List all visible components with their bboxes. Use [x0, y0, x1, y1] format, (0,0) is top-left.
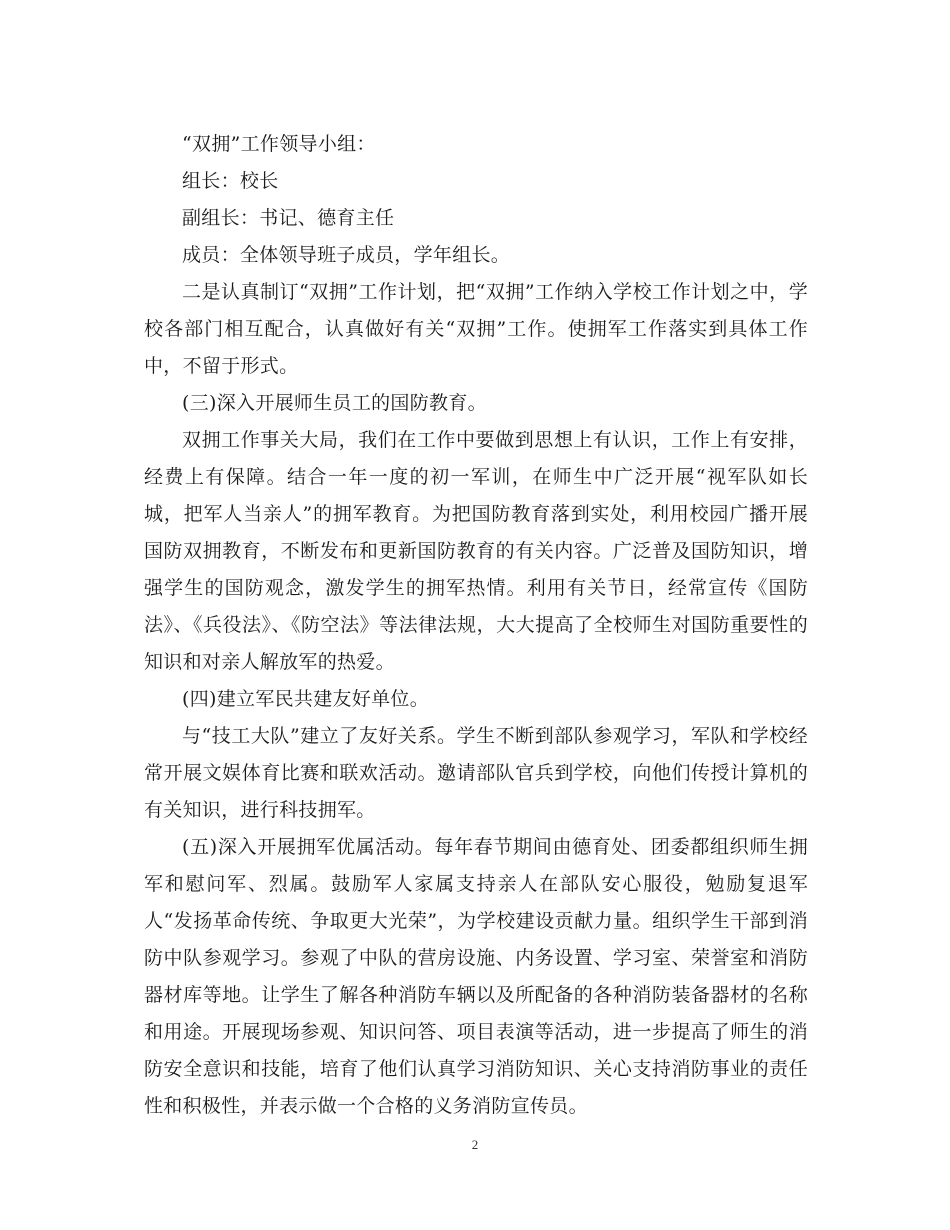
paragraph-support-military-activities: (五)深入开展拥军优属活动。每年春节期间由德育处、团委都组织师生拥军和慰问军、烈属。鼓励军人家属支持亲人在部队安心服役，勉励复退军人“发扬革命传统、争取更大光荣”，为学校建设贡献力量。组织学生干部到消防中队参观学习。参观了中队的营房设施、内务设置、学习室、荣誉室和消防器材库等地。让学生了解各种消防车辆以及所配备的各种消防装备器材的名称和用途。开展现场参观、知识问答、项目表演等活动，进一步提高了师生的消防安全意识和技能，培育了他们认真学习消防知识、关心支持消防事业的责任性和积极性，并表示做一个合格的义务消防宣传员。 [144, 836, 808, 1117]
heading-national-defense-education: (三)深入开展师生员工的国防教育。 [182, 392, 487, 414]
paragraph-leadership-group: “双拥”工作领导小组： [182, 133, 376, 155]
paragraph-deputy-leader: 副组长：书记、德育主任 [182, 207, 395, 229]
paragraph-work-plan: 二是认真制订“双拥”工作计划，把“双拥”工作纳入学校工作计划之中，学校各部门相互配合，认真做好有关“双拥”工作。使拥军工作落实到具体工作中，不留于形式。 [144, 281, 808, 377]
heading-civil-military-unit: (四)建立军民共建友好单位。 [182, 688, 430, 710]
paragraph-civil-military-unit: 与“技工大队”建立了友好关系。学生不断到部队参观学习，军队和学校经常开展文娱体育比赛和联欢活动。邀请部队官兵到学校，向他们传授计算机的有关知识，进行科技拥军。 [144, 725, 808, 821]
paragraph-members: 成员：全体领导班子成员，学年组长。 [182, 244, 511, 266]
paragraph-national-defense-education: 双拥工作事关大局，我们在工作中要做到思想上有认识，工作上有安排，经费上有保障。结合一年一度的初一军训，在师生中广泛开展“视军队如长城，把军人当亲人”的拥军教育。为把国防教育落到实处，利用校园广播开展国防双拥教育，不断发布和更新国防教育的有关内容。广泛普及国防知识，增强学生的国防观念，激发学生的拥军热情。利用有关节日，经常宣传《国防法》、《兵役法》、《防空法》等法律法规，大大提高了全校师生对国防重要性的知识和对亲人解放军的热爱。 [144, 429, 808, 673]
page-number: 2 [471, 1137, 479, 1152]
document-body [144, 126, 808, 1125]
paragraph-group-leader: 组长：校长 [182, 170, 279, 192]
